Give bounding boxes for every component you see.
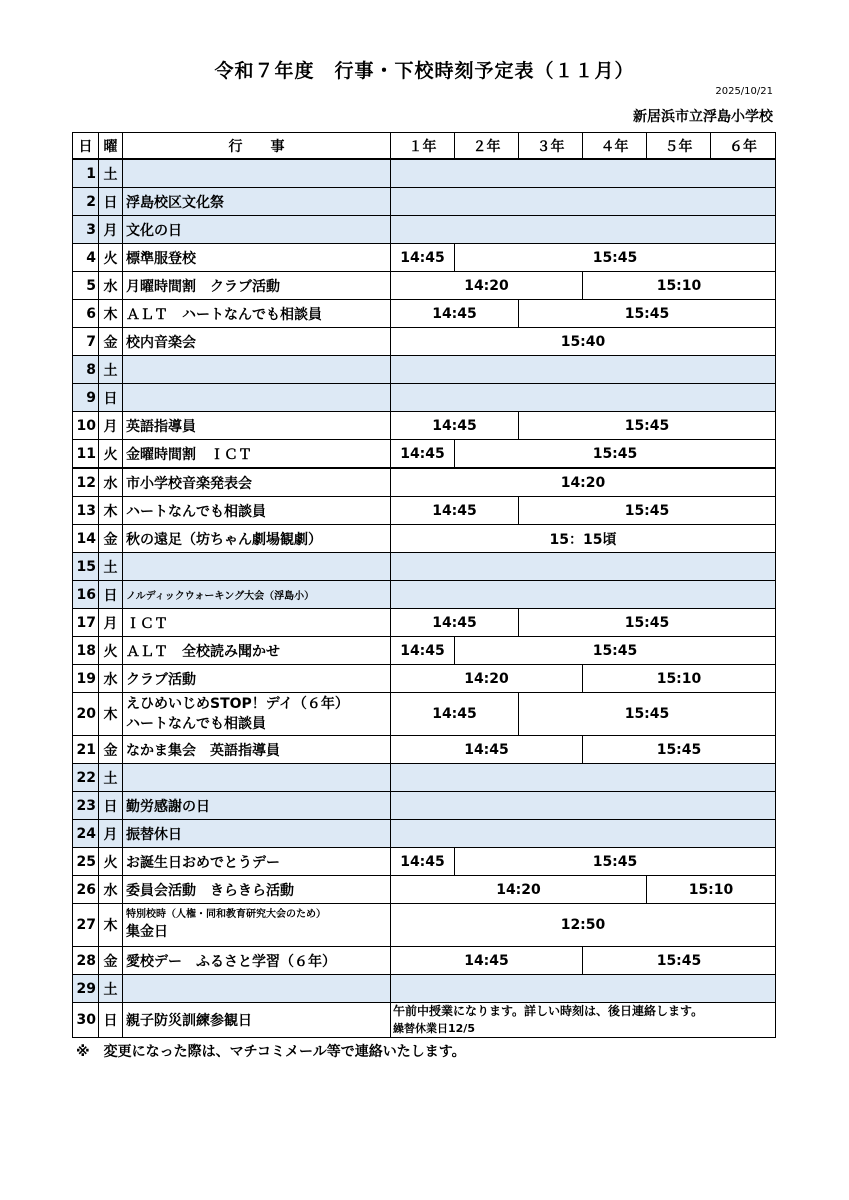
- dismissal-time-cell: 14:45: [391, 412, 519, 440]
- day-cell: 15: [73, 553, 99, 581]
- day-cell: 16: [73, 581, 99, 609]
- event-text-2: ハートなんでも相談員: [126, 715, 266, 732]
- table-row: [73, 876, 776, 904]
- dismissal-time-cell: 14:20: [391, 665, 583, 693]
- event-cell: [123, 693, 391, 736]
- dismissal-note: 午前中授業になります。詳しい時刻は、後日連絡します。: [393, 1004, 704, 1018]
- table-row: [73, 468, 776, 497]
- school-name: 新居浜市立浮島小学校: [633, 109, 773, 125]
- event-text: ＩＣＴ: [126, 615, 168, 632]
- dismissal-time-cell: 15:45: [519, 300, 776, 328]
- table-row: [73, 244, 776, 272]
- table-row: [73, 553, 776, 581]
- dismissal-time-empty: [391, 764, 776, 792]
- dismissal-time-cell: 15:45: [519, 412, 776, 440]
- dismissal-time-cell: 14:45: [391, 848, 455, 876]
- event-note: 特別校時（人権・同和教育研究大会のため）: [126, 909, 326, 920]
- weekday-cell: 水: [99, 876, 123, 904]
- event-text: 勤労感謝の日: [126, 798, 210, 815]
- table-row: [73, 216, 776, 244]
- weekday-cell: 金: [99, 736, 123, 764]
- day-cell: 25: [73, 848, 99, 876]
- weekday-cell: 金: [99, 328, 123, 356]
- dismissal-time-empty: [391, 384, 776, 412]
- weekday-cell: 金: [99, 947, 123, 975]
- day-cell: 14: [73, 525, 99, 553]
- event-text: ＡＬＴ 全校読み聞かせ: [126, 643, 280, 660]
- header-event: 行 事: [123, 133, 391, 160]
- event-text: お誕生日おめでとうデー: [126, 854, 280, 871]
- day-cell: 13: [73, 497, 99, 525]
- weekday-cell: 日: [99, 581, 123, 609]
- table-row: [73, 412, 776, 440]
- day-cell: 12: [73, 468, 99, 497]
- table-row: [73, 820, 776, 848]
- header-grade-5: ５年: [647, 133, 711, 160]
- event-cell: [123, 328, 391, 356]
- event-text: なかま集会 英語指導員: [126, 742, 280, 759]
- event-cell: [123, 553, 391, 581]
- weekday-cell: 火: [99, 244, 123, 272]
- table-row: [73, 581, 776, 609]
- weekday-cell: 金: [99, 525, 123, 553]
- dismissal-time-cell: 15:10: [583, 665, 776, 693]
- day-cell: 27: [73, 904, 99, 947]
- event-cell: [123, 244, 391, 272]
- day-cell: 22: [73, 764, 99, 792]
- dismissal-time-cell: 15:45: [583, 947, 776, 975]
- event-cell: [123, 216, 391, 244]
- event-text: 親子防災訓練参観日: [126, 1013, 252, 1029]
- event-text: 浮島校区文化祭: [126, 194, 224, 211]
- dismissal-time-cell: 15:10: [583, 272, 776, 300]
- day-cell: 8: [73, 356, 99, 384]
- schedule-table: [72, 132, 776, 1038]
- weekday-cell: 日: [99, 1003, 123, 1038]
- weekday-cell: 日: [99, 792, 123, 820]
- day-cell: 18: [73, 637, 99, 665]
- dismissal-time-cell: 14:45: [391, 609, 519, 637]
- weekday-cell: 水: [99, 272, 123, 300]
- weekday-cell: 土: [99, 553, 123, 581]
- dismissal-time-cell: 14:45: [391, 300, 519, 328]
- day-cell: 1: [73, 159, 99, 188]
- dismissal-time-cell: 15:45: [455, 848, 776, 876]
- event-cell: [123, 764, 391, 792]
- dismissal-time-cell: 15:45: [519, 693, 776, 736]
- table-row: [73, 975, 776, 1003]
- dismissal-time-cell: 15:45: [455, 637, 776, 665]
- event-cell: [123, 384, 391, 412]
- weekday-cell: 土: [99, 764, 123, 792]
- event-cell: [123, 975, 391, 1003]
- table-row: [73, 300, 776, 328]
- event-text: 英語指導員: [126, 418, 196, 435]
- table-row: [73, 328, 776, 356]
- event-text: 秋の遠足（坊ちゃん劇場観劇）: [126, 531, 322, 548]
- day-cell: 20: [73, 693, 99, 736]
- table-row: [73, 159, 776, 188]
- day-cell: 7: [73, 328, 99, 356]
- header-grade-1: １年: [391, 133, 455, 160]
- dismissal-note-cell: [391, 1003, 776, 1038]
- event-cell: [123, 188, 391, 216]
- event-cell: [123, 876, 391, 904]
- day-cell: 29: [73, 975, 99, 1003]
- dismissal-time-cell: 15:45: [519, 497, 776, 525]
- event-cell: [123, 736, 391, 764]
- event-text: ＡＬＴ ハートなんでも相談員: [126, 306, 322, 323]
- table-row: [73, 384, 776, 412]
- event-cell: [123, 497, 391, 525]
- event-cell: [123, 440, 391, 469]
- dismissal-time-empty: [391, 820, 776, 848]
- day-cell: 19: [73, 665, 99, 693]
- table-row: [73, 1003, 776, 1038]
- dismissal-time-empty: [391, 216, 776, 244]
- dismissal-time-empty: [391, 159, 776, 188]
- header-grade-4: ４年: [583, 133, 647, 160]
- weekday-cell: 木: [99, 300, 123, 328]
- table-row: [73, 764, 776, 792]
- event-cell: [123, 581, 391, 609]
- table-row: [73, 848, 776, 876]
- table-row: [73, 440, 776, 469]
- table-header: [73, 133, 776, 160]
- weekday-cell: 木: [99, 497, 123, 525]
- event-cell: [123, 637, 391, 665]
- day-cell: 9: [73, 384, 99, 412]
- dismissal-time-empty: [391, 581, 776, 609]
- day-cell: 5: [73, 272, 99, 300]
- event-cell: [123, 1003, 391, 1038]
- dismissal-time-cell: 12:50: [391, 904, 776, 947]
- event-cell: [123, 412, 391, 440]
- table-row: [73, 792, 776, 820]
- event-cell: [123, 272, 391, 300]
- day-cell: 21: [73, 736, 99, 764]
- dismissal-time-cell: 15:45: [519, 609, 776, 637]
- event-text: ハートなんでも相談員: [126, 503, 266, 520]
- event-cell: [123, 300, 391, 328]
- dismissal-time-cell: 14:20: [391, 876, 647, 904]
- dismissal-time-cell: 15:40: [391, 328, 776, 356]
- footer-note: ※ 変更になった際は、マチコミメール等で連絡いたします。: [76, 1044, 466, 1060]
- event-cell: [123, 947, 391, 975]
- dismissal-time-cell: 14:20: [391, 272, 583, 300]
- header-weekday: 曜: [99, 133, 123, 160]
- dismissal-time-cell: 15:45: [455, 440, 776, 469]
- weekday-cell: 木: [99, 904, 123, 947]
- event-cell: [123, 848, 391, 876]
- table-row: [73, 665, 776, 693]
- table-row: [73, 188, 776, 216]
- day-cell: 10: [73, 412, 99, 440]
- dismissal-time-cell: 15：15頃: [391, 525, 776, 553]
- day-cell: 30: [73, 1003, 99, 1038]
- event-text: 振替休日: [126, 826, 182, 843]
- weekday-cell: 木: [99, 693, 123, 736]
- dismissal-time-cell: 14:45: [391, 440, 455, 469]
- event-text: 標準服登校: [126, 250, 196, 267]
- dismissal-time-empty: [391, 188, 776, 216]
- issue-date: 2025/10/21: [715, 86, 773, 97]
- header-grade-2: ２年: [455, 133, 519, 160]
- event-text: ノルディックウォーキング大会（浮島小）: [126, 591, 315, 602]
- weekday-cell: 土: [99, 356, 123, 384]
- event-text: 文化の日: [126, 222, 182, 239]
- event-text: 委員会活動 きらきら活動: [126, 882, 294, 899]
- dismissal-time-empty: [391, 975, 776, 1003]
- weekday-cell: 月: [99, 609, 123, 637]
- day-cell: 4: [73, 244, 99, 272]
- dismissal-time-cell: 15:10: [647, 876, 776, 904]
- event-text: えひめいじめSTOP！デイ（６年）: [126, 695, 349, 712]
- event-cell: [123, 609, 391, 637]
- dismissal-time-cell: 14:45: [391, 497, 519, 525]
- table-row: [73, 356, 776, 384]
- table-row: [73, 609, 776, 637]
- event-text: 月曜時間割 クラブ活動: [126, 278, 280, 295]
- dismissal-time-cell: 14:45: [391, 947, 583, 975]
- header-day: 日: [73, 133, 99, 160]
- weekday-cell: 月: [99, 820, 123, 848]
- day-cell: 2: [73, 188, 99, 216]
- weekday-cell: 月: [99, 412, 123, 440]
- day-cell: 17: [73, 609, 99, 637]
- weekday-cell: 水: [99, 665, 123, 693]
- event-cell: [123, 820, 391, 848]
- day-cell: 6: [73, 300, 99, 328]
- header-grade-6: ６年: [711, 133, 776, 160]
- event-text: 金曜時間割 ＩＣＴ: [126, 446, 252, 463]
- table-row: [73, 904, 776, 947]
- table-row: [73, 272, 776, 300]
- event-text-2: 集金日: [126, 924, 168, 940]
- weekday-cell: 土: [99, 159, 123, 188]
- weekday-cell: 月: [99, 216, 123, 244]
- day-cell: 3: [73, 216, 99, 244]
- weekday-cell: 火: [99, 848, 123, 876]
- event-text: 市小学校音楽発表会: [126, 475, 252, 492]
- weekday-cell: 水: [99, 468, 123, 497]
- table-row: [73, 525, 776, 553]
- day-cell: 28: [73, 947, 99, 975]
- weekday-cell: 日: [99, 188, 123, 216]
- dismissal-time-cell: 14:45: [391, 244, 455, 272]
- dismissal-time-cell: 15:45: [455, 244, 776, 272]
- day-cell: 24: [73, 820, 99, 848]
- table-row: [73, 637, 776, 665]
- event-cell: [123, 904, 391, 947]
- table-row: [73, 736, 776, 764]
- event-cell: [123, 356, 391, 384]
- weekday-cell: 火: [99, 637, 123, 665]
- dismissal-time-empty: [391, 792, 776, 820]
- day-cell: 11: [73, 440, 99, 469]
- weekday-cell: 日: [99, 384, 123, 412]
- dismissal-time-empty: [391, 553, 776, 581]
- table-row: [73, 693, 776, 736]
- dismissal-time-cell: 15:45: [583, 736, 776, 764]
- event-cell: [123, 665, 391, 693]
- dismissal-time-cell: 14:45: [391, 637, 455, 665]
- event-text: 校内音楽会: [126, 334, 196, 351]
- event-text: 愛校デー ふるさと学習（６年）: [126, 953, 336, 970]
- table-row: [73, 497, 776, 525]
- dismissal-time-cell: 14:45: [391, 736, 583, 764]
- page-title: 令和７年度 行事・下校時刻予定表（１１月）: [214, 60, 635, 82]
- dismissal-time-empty: [391, 356, 776, 384]
- dismissal-note-2: 繰替休業日12/5: [393, 1022, 475, 1035]
- dismissal-time-cell: 14:45: [391, 693, 519, 736]
- day-cell: 26: [73, 876, 99, 904]
- table-row: [73, 947, 776, 975]
- event-cell: [123, 525, 391, 553]
- weekday-cell: 土: [99, 975, 123, 1003]
- dismissal-time-cell: 14:20: [391, 468, 776, 497]
- event-text: クラブ活動: [126, 671, 196, 688]
- weekday-cell: 火: [99, 440, 123, 469]
- day-cell: 23: [73, 792, 99, 820]
- header-grade-3: ３年: [519, 133, 583, 160]
- event-cell: [123, 468, 391, 497]
- event-cell: [123, 159, 391, 188]
- event-cell: [123, 792, 391, 820]
